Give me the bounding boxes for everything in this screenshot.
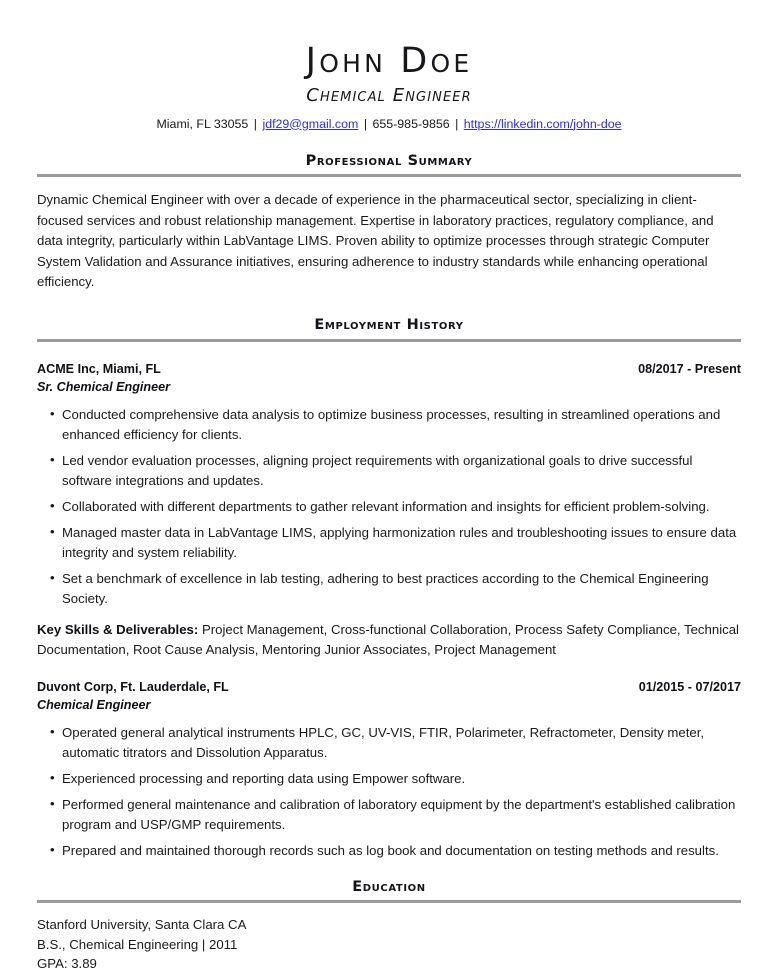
section-education xyxy=(37,879,741,974)
list-item: • Conducted comprehensive data analysis to optimize business processes, resulting in streamlined operations and enhanced efficiency for clients. xyxy=(37,405,741,445)
section-divider-summary xyxy=(37,174,741,177)
list-item: • Performed general maintenance and calibration of laboratory equipment by the department's established calibration program and USP/GMP requirements. xyxy=(37,795,741,835)
list-item: • Operated general analytical instruments HPLC, GC, UV-VIS, FTIR, Polarimeter, Refractometer, Density meter, automatic titrators and Dissolution Apparatus. xyxy=(37,723,741,763)
section-professional-summary xyxy=(37,153,741,293)
education-entry xyxy=(37,915,741,974)
job-entry xyxy=(37,361,741,660)
job-company: ACME Inc, Miami, FL xyxy=(37,361,161,376)
job-dates: 08/2017 - Present xyxy=(638,361,741,376)
contact-line xyxy=(37,116,741,132)
job-role: Sr. Chemical Engineer xyxy=(37,379,170,394)
contact-email-link[interactable]: jdf29@gmail.com xyxy=(262,116,359,131)
candidate-title: Chemical Engineer xyxy=(306,84,472,106)
section-heading-summary: Professional Summary xyxy=(305,152,473,169)
contact-location: Miami, FL 33055 xyxy=(156,116,249,131)
list-item: • Experienced processing and reporting data using Empower software. xyxy=(37,769,741,789)
job-dates: 01/2015 - 07/2017 xyxy=(638,679,741,694)
key-skills-label: Key Skills & Deliverables: xyxy=(37,621,199,637)
contact-linkedin-link[interactable]: https://linkedin.com/john-doe xyxy=(463,116,622,131)
key-skills-value: Project Management, Cross-functional Collaboration, Process Safety Compliance, Technical Documentation, Root Cause Analysis, Mentoring Junior Associates, Project Management xyxy=(37,621,739,657)
job-bullet-list xyxy=(37,405,741,609)
candidate-name: John Doe xyxy=(305,41,473,81)
education-gpa: GPA: 3.89 xyxy=(37,956,97,972)
contact-separator-1: | xyxy=(253,116,257,131)
section-divider-education xyxy=(37,900,741,903)
job-header-row xyxy=(37,361,741,378)
contact-phone: 655-985-9856 xyxy=(372,116,450,131)
job-role: Chemical Engineer xyxy=(37,697,151,712)
summary-text: Dynamic Chemical Engineer with over a decade of experience in the pharmaceutical sector, specializing in client-focused services and robust relationship management. Expertise in laboratory practices, regulatory compliance, and data integrity, particularly within LabVantage LIMS. Proven ability to optimize processes through strategic Computer System Validation and Assurance initiatives, ensuring adherence to industry standards while enhancing operational efficiency. xyxy=(37,192,714,290)
list-item: • Prepared and maintained thorough records such as log book and documentation on testing methods and results. xyxy=(37,841,741,861)
section-divider-employment xyxy=(37,339,741,342)
list-item: • Led vendor evaluation processes, aligning project requirements with organizational goals to drive successful software integrations and updates. xyxy=(37,451,741,491)
list-item: • Collaborated with different departments to gather relevant information and insights for efficient problem-solving. xyxy=(37,497,741,517)
list-item: • Managed master data in LabVantage LIMS, applying harmonization rules and troubleshooting issues to ensure data integrity and system reliability. xyxy=(37,523,741,563)
education-degree: B.S., Chemical Engineering | 2011 xyxy=(37,936,238,952)
job-header-row xyxy=(37,679,741,696)
job-company: Duvont Corp, Ft. Lauderdale, FL xyxy=(37,679,229,694)
section-heading-education: Education xyxy=(352,878,426,895)
job-entry xyxy=(37,679,741,861)
job-bullet-list xyxy=(37,723,741,861)
key-skills-line xyxy=(37,620,741,660)
section-heading-employment: Employment History xyxy=(314,316,464,333)
education-school: Stanford University, Santa Clara CA xyxy=(37,917,247,933)
list-item: • Set a benchmark of excellence in lab testing, adhering to best practices according to the Chemical Engineering Society. xyxy=(37,569,741,609)
contact-separator-3: | xyxy=(455,116,459,131)
section-employment-history xyxy=(37,317,741,861)
contact-separator-2: | xyxy=(363,116,368,131)
